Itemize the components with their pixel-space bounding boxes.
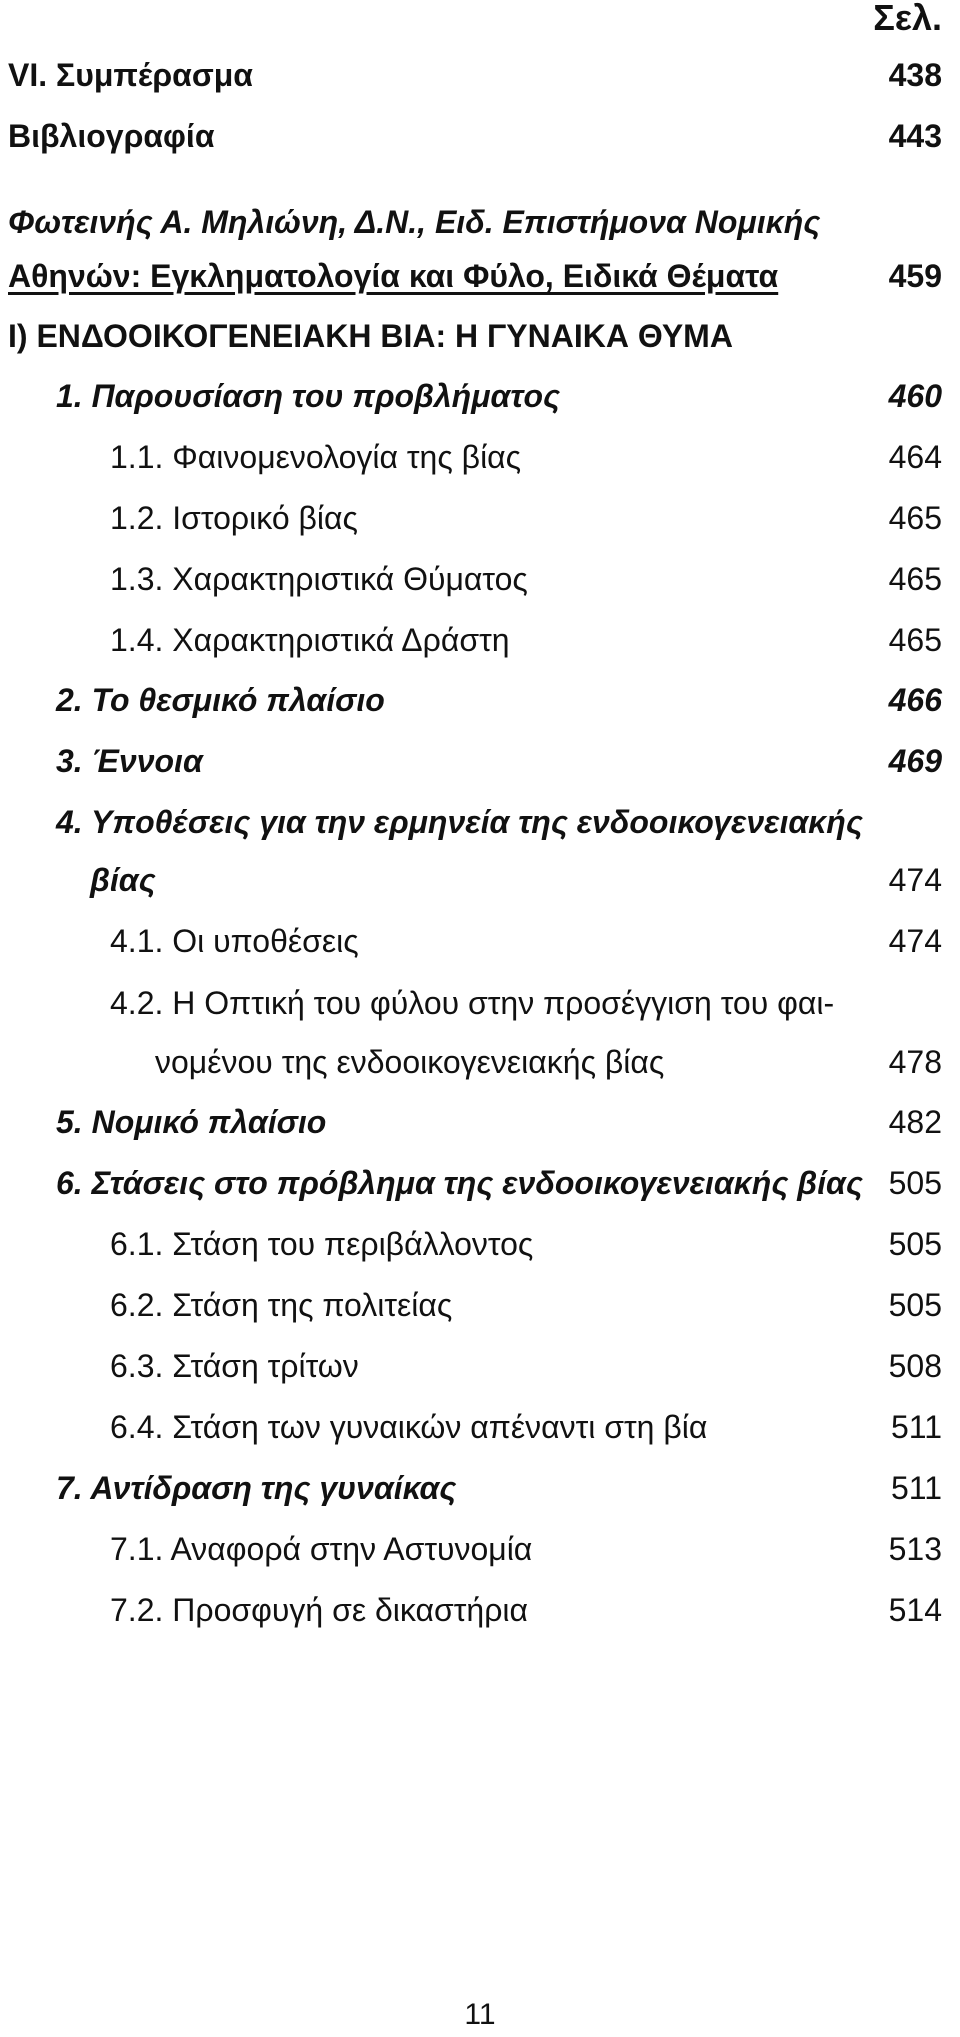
toc-entry-part-heading (0, 314, 960, 358)
toc-entry-section-7 (0, 1466, 960, 1510)
toc-entry-subsection (0, 435, 960, 479)
toc-entry-section-6 (0, 1161, 960, 1205)
toc-entry-text: 3. Έννοια (56, 743, 203, 779)
toc-entry-page: 505 (888, 1287, 942, 1323)
page-column-header: Σελ. (873, 0, 942, 38)
toc-entry-page: 466 (888, 682, 942, 718)
toc-entry-text: 6.3. Στάση τρίτων (110, 1348, 359, 1384)
toc-entry-page: 465 (888, 622, 942, 658)
toc-entry-page: 478 (888, 1044, 942, 1080)
toc-entry-text: 7.2. Προσφυγή σε δικαστήρια (110, 1592, 528, 1628)
toc-entry-text: 1.2. Ιστορικό βίας (110, 500, 358, 536)
toc-entry-section-4-cont (0, 858, 960, 902)
toc-entry-text: 6.2. Στάση της πολιτείας (110, 1287, 453, 1323)
toc-entry-text: 6.4. Στάση των γυναικών απέναντι στη βία (110, 1409, 708, 1445)
toc-entry-subsection-cont (0, 1040, 960, 1084)
toc-entry-subsection (0, 919, 960, 963)
toc-entry-page: 464 (888, 439, 942, 475)
toc-entry-subsection (0, 1527, 960, 1571)
toc-entry-text: 6. Στάσεις στο πρόβλημα της ενδοοικογενειακής βίας (56, 1165, 863, 1201)
toc-entry-text: 1.3. Χαρακτηριστικά Θύματος (110, 561, 528, 597)
toc-entry-text: 4. Υποθέσεις για την ερμηνεία της ενδοοικογενειακής (56, 804, 863, 840)
toc-entry-section-2 (0, 678, 960, 722)
toc-entry-subsection (0, 618, 960, 662)
toc-entry-page: 511 (890, 1470, 942, 1506)
toc-entry-subsection (0, 981, 960, 1025)
toc-entry-subsection (0, 557, 960, 601)
toc-entry-text: VI. Συμπέρασμα (8, 57, 253, 93)
toc-entry-author (0, 200, 960, 244)
toc-entry-text: νομένου της ενδοοικογενειακής βίας (155, 1044, 665, 1080)
toc-entry-page: 438 (888, 57, 942, 93)
toc-entry-text: 1.4. Χαρακτηριστικά Δράστη (110, 622, 510, 658)
toc-entry-subsection (0, 1588, 960, 1632)
toc-entry-page: 465 (888, 500, 942, 536)
toc-entry-text: βίας (90, 862, 156, 898)
toc-entry-page: 482 (888, 1104, 942, 1140)
toc-entry-page: 511 (890, 1409, 942, 1445)
toc-entry-page: 459 (888, 258, 942, 294)
toc-entry-text: 6.1. Στάση του περιβάλλοντος (110, 1226, 534, 1262)
toc-entry-chapter-title (0, 254, 960, 298)
toc-entry-subsection (0, 1405, 960, 1449)
toc-entry-page: 474 (888, 923, 942, 959)
toc-entry-text: 7.1. Αναφορά στην Αστυνομία (110, 1531, 533, 1567)
toc-entry-text: Ι) ΕΝΔΟΟΙΚΟΓΕΝΕΙΑΚΗ ΒΙΑ: Η ΓΥΝΑΙΚΑ ΘΥΜΑ (8, 318, 733, 354)
toc-entry-section-3 (0, 739, 960, 783)
toc-entry-subsection (0, 1222, 960, 1266)
toc-entry-text: 5. Νομικό πλαίσιο (56, 1104, 327, 1140)
toc-entry-section-4 (0, 800, 960, 844)
toc-entry-text: 1.1. Φαινομενολογία της βίας (110, 439, 522, 475)
toc-entry-section-5 (0, 1100, 960, 1144)
toc-entry-page: 513 (888, 1531, 942, 1567)
page-number: 11 (464, 1998, 496, 2031)
toc-entry-page: 474 (888, 862, 942, 898)
toc-entry-subsection (0, 1283, 960, 1327)
toc-entry-text: Βιβλιογραφία (8, 118, 215, 154)
toc-entry-bibliography (0, 114, 960, 158)
toc-entry-text: 4.1. Οι υποθέσεις (110, 923, 359, 959)
toc-entry-text: 4.2. Η Οπτική του φύλου στην προσέγγιση του φαι- (110, 985, 835, 1021)
toc-entry-page: 505 (888, 1165, 942, 1201)
toc-entry-text: Φωτεινής Α. Μηλιώνη, Δ.Ν., Ειδ. Επιστήμονα Νομικής (8, 204, 821, 240)
toc-entry-text: Αθηνών: Εγκληματολογία και Φύλο, Ειδικά Θέματα (8, 258, 779, 294)
toc-entry-page: 465 (888, 561, 942, 597)
toc-entry-section-1 (0, 374, 960, 418)
toc-entry-conclusion (0, 53, 960, 97)
toc-entry-page: 469 (888, 743, 942, 779)
toc-entry-page: 508 (888, 1348, 942, 1384)
toc-entry-page: 460 (888, 378, 942, 414)
toc-entry-page: 505 (888, 1226, 942, 1262)
toc-entry-subsection (0, 1344, 960, 1388)
toc-entry-text: 2. Το θεσμικό πλαίσιο (56, 682, 385, 718)
toc-entry-page: 514 (888, 1592, 942, 1628)
toc-entry-text: 7. Αντίδραση της γυναίκας (56, 1470, 457, 1506)
toc-entry-subsection (0, 496, 960, 540)
toc-entry-text: 1. Παρουσίαση του προβλήματος (56, 378, 561, 414)
toc-entry-page: 443 (888, 118, 942, 154)
